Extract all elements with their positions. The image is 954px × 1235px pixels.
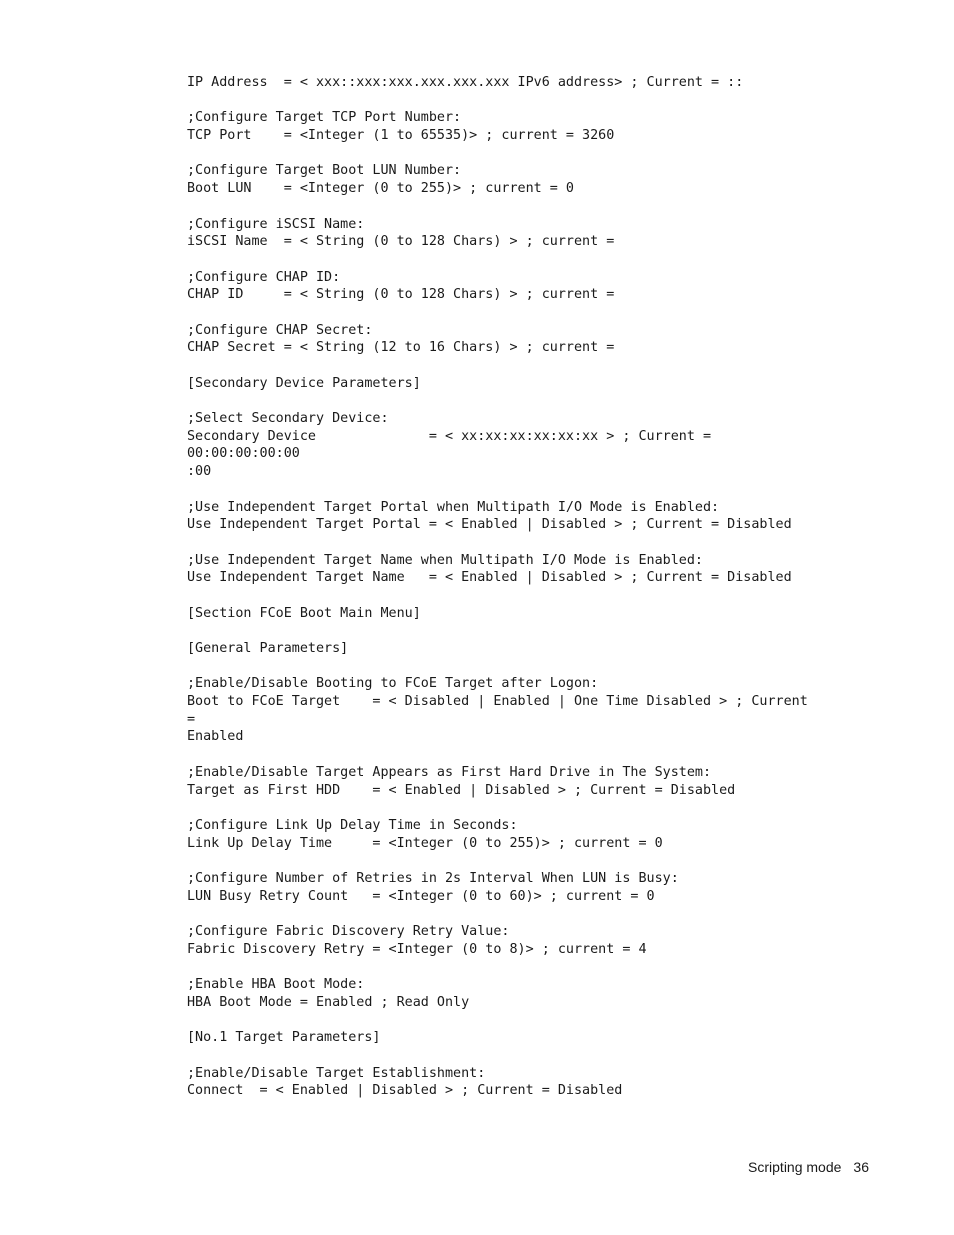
code-line [187, 799, 887, 817]
code-line: ;Configure Target Boot LUN Number: [187, 163, 462, 179]
code-line [187, 304, 887, 322]
code-line: ;Configure Number of Retries in 2s Interval When LUN is Busy: [187, 870, 679, 886]
code-line: ;Configure CHAP Secret: [187, 322, 373, 338]
code-line: ;Use Independent Target Portal when Multipath I/O Mode is Enabled: [187, 499, 720, 515]
code-line: [No.1 Target Parameters] [187, 1030, 381, 1046]
code-line: Boot to FCoE Target = < Disabled | Enabled | One Time Disabled > ; Current [187, 694, 808, 710]
code-line: ;Enable/Disable Booting to FCoE Target after Logon: [187, 676, 599, 692]
code-line: ;Use Independent Target Name when Multipath I/O Mode is Enabled: [187, 552, 703, 568]
footer-section-title: Scripting mode [748, 1159, 842, 1175]
code-line [187, 534, 887, 552]
code-line: Enabled [187, 729, 244, 745]
code-line [187, 852, 887, 870]
code-line: TCP Port = <Integer (1 to 65535)> ; current = 3260 [187, 128, 615, 144]
code-line: = [187, 711, 196, 727]
code-line: HBA Boot Mode = Enabled ; Read Only [187, 994, 470, 1010]
code-line: Link Up Delay Time = <Integer (0 to 255)> ; current = 0 [187, 835, 663, 851]
page-footer [748, 1159, 869, 1175]
code-line: ;Configure Target TCP Port Number: [187, 110, 462, 126]
code-line: ;Configure iSCSI Name: [187, 216, 365, 232]
code-line [187, 746, 887, 764]
code-line [187, 145, 887, 163]
code-line: CHAP ID = < String (0 to 128 Chars) > ; current = [187, 287, 615, 303]
code-line [187, 658, 887, 676]
code-line: ;Configure CHAP ID: [187, 269, 341, 285]
code-line: 00:00:00:00:00 [187, 446, 300, 462]
code-line: :00 [187, 464, 212, 480]
code-line [187, 905, 887, 923]
code-line: iSCSI Name = < String (0 to 128 Chars) > ; current = [187, 234, 615, 250]
code-line [187, 392, 887, 410]
code-line: ;Enable/Disable Target Appears as First Hard Drive in The System: [187, 764, 712, 780]
code-line: Use Independent Target Name = < Enabled | Disabled > ; Current = Disabled [187, 570, 792, 586]
code-line: Fabric Discovery Retry = <Integer (0 to 8)> ; current = 4 [187, 941, 647, 957]
code-line: [Section FCoE Boot Main Menu] [187, 605, 421, 621]
code-line: LUN Busy Retry Count = <Integer (0 to 60)> ; current = 0 [187, 888, 655, 904]
code-line [187, 622, 887, 640]
code-line: ;Configure Fabric Discovery Retry Value: [187, 924, 510, 939]
code-line [187, 92, 887, 110]
code-line: CHAP Secret = < String (12 to 16 Chars) > ; current = [187, 340, 615, 356]
code-line: [General Parameters] [187, 641, 349, 656]
code-line: Target as First HDD = < Enabled | Disabled > ; Current = Disabled [187, 782, 736, 798]
code-line: ;Enable HBA Boot Mode: [187, 977, 365, 993]
code-line: [Secondary Device Parameters] [187, 375, 421, 391]
code-line [187, 958, 887, 976]
code-line [187, 251, 887, 269]
code-line [187, 481, 887, 499]
code-line [187, 1011, 887, 1029]
code-line: Secondary Device = < xx:xx:xx:xx:xx:xx > ; Current = [187, 428, 712, 444]
code-line: ;Configure Link Up Delay Time in Seconds: [187, 817, 518, 833]
code-line: ;Enable/Disable Target Establishment: [187, 1065, 486, 1081]
code-line [187, 357, 887, 375]
code-line: Use Independent Target Portal = < Enabled | Disabled > ; Current = Disabled [187, 517, 792, 533]
code-line [187, 1047, 887, 1065]
code-line: Boot LUN = <Integer (0 to 255)> ; current = 0 [187, 181, 574, 197]
page-number: 36 [853, 1159, 869, 1175]
script-code-block [187, 74, 887, 1100]
code-line: Connect = < Enabled | Disabled > ; Current = Disabled [187, 1083, 623, 1099]
code-line: IP Address = < xxx::xxx:xxx.xxx.xxx.xxx IPv6 address> ; Current = :: [187, 75, 744, 90]
code-line: ;Select Secondary Device: [187, 411, 389, 427]
code-line [187, 198, 887, 216]
code-line [187, 587, 887, 605]
